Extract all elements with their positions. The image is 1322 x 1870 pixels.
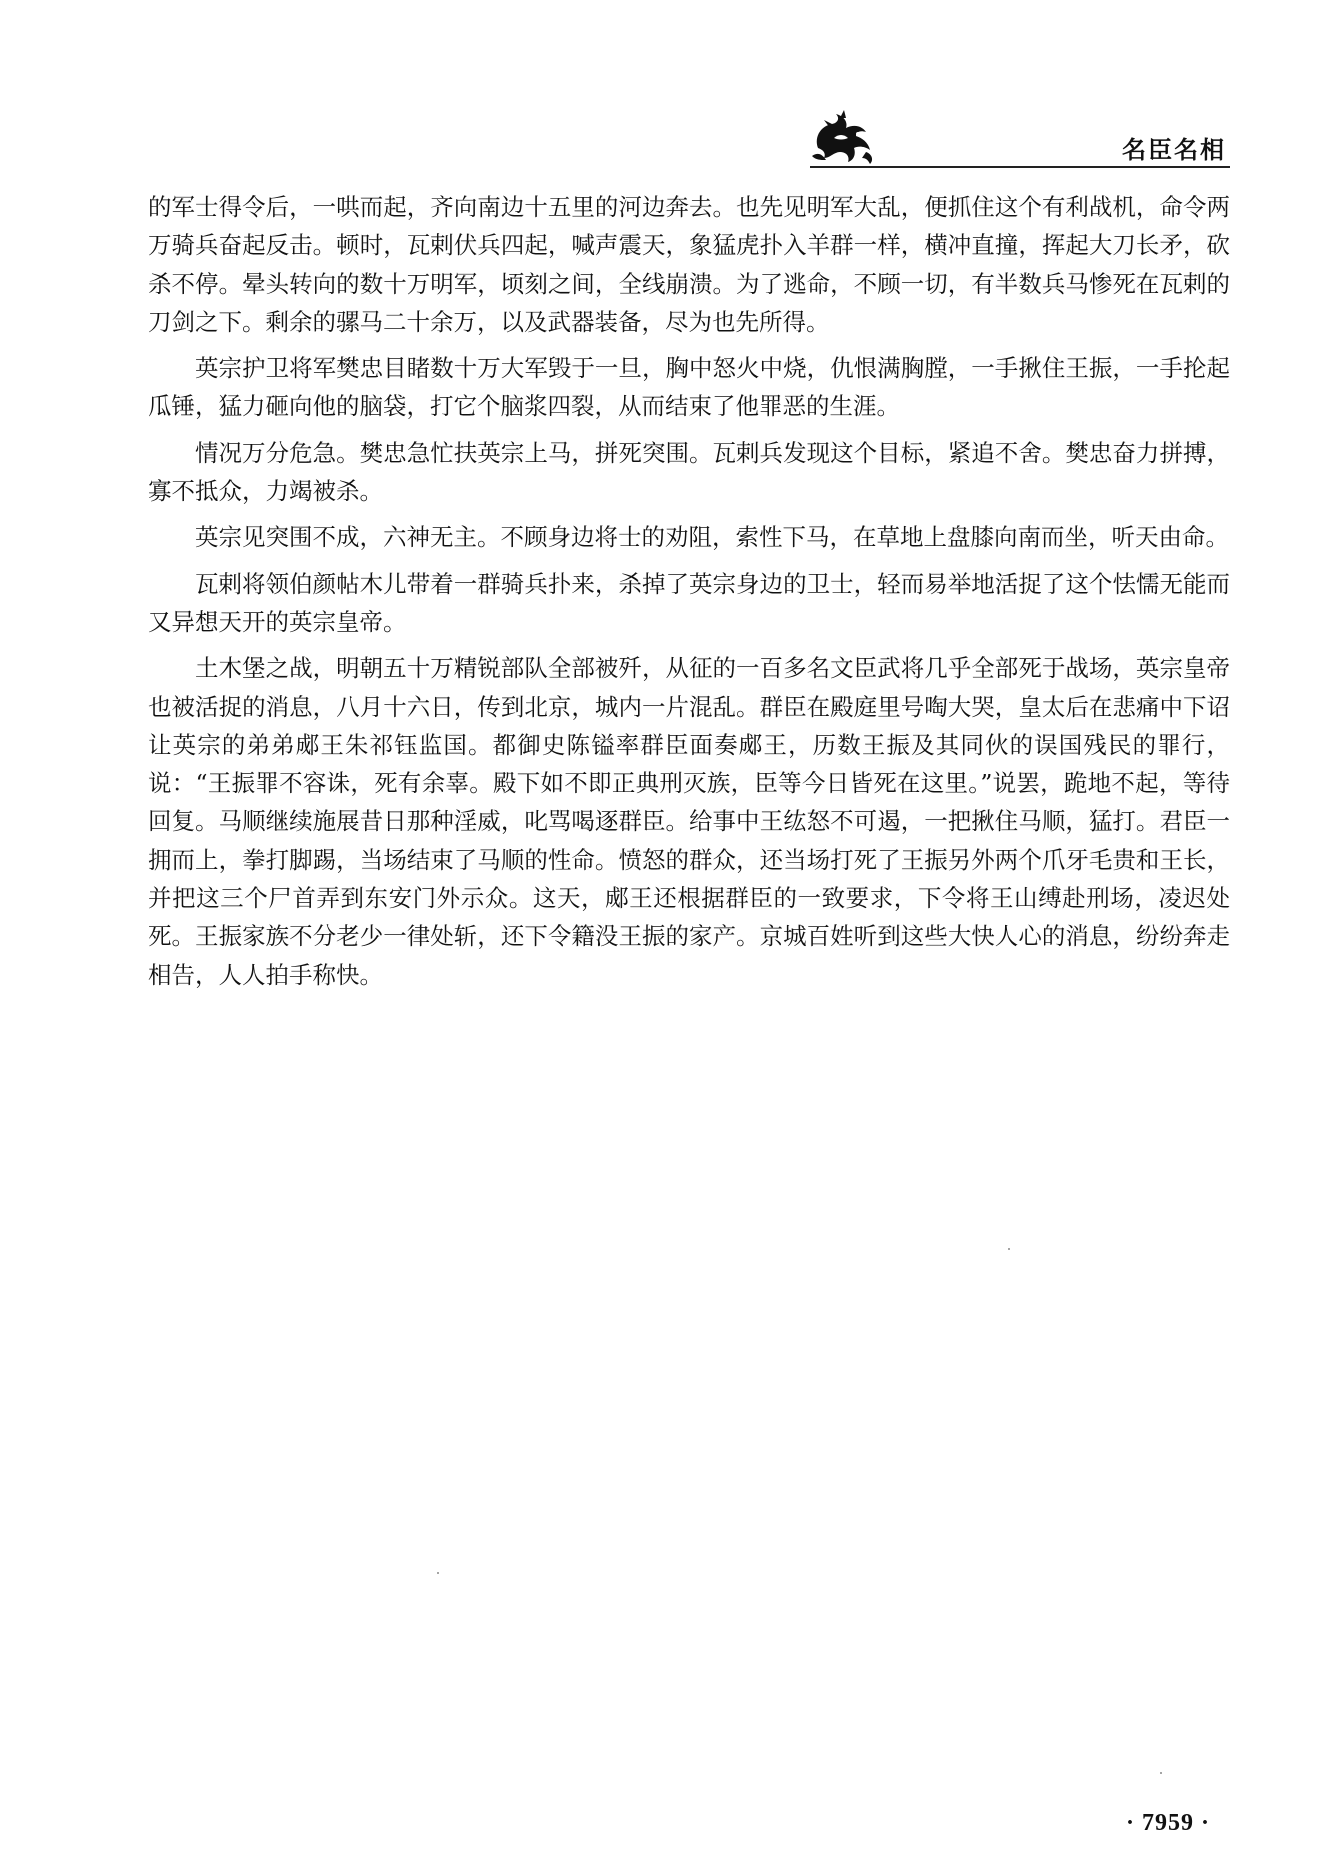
running-header — [810, 108, 1230, 168]
paragraph: 情况万分危急。樊忠急忙扶英宗上马，拼死突围。瓦剌兵发现这个目标，紧追不舍。樊忠奋力拼搏，寡不抵众，力竭被杀。 — [148, 438, 1230, 506]
scan-speck — [437, 1572, 439, 1574]
article-body — [148, 188, 1230, 994]
scan-speck — [1008, 1248, 1010, 1250]
page-number: · 7959 · — [1125, 1810, 1210, 1836]
paragraph: 土木堡之战，明朝五十万精锐部队全部被歼，从征的一百多名文臣武将几乎全部死于战场，英宗皇帝也被活捉的消息，八月十六日，传到北京，城内一片混乱。群臣在殿庭里号啕大哭，皇太后在悲痛中下诏让英宗的弟弟郕王朱祁钰监国。都御史陈镒率群臣面奏郕王，历数王振及其同伙的误国残民的罪行，说：“王振罪不容诛，死有余辜。殿下如不即正典刑灭族，臣等今日皆死在这里。”说罢，跪地不起，等待回复。马顺继续施展昔日那种淫威，叱骂喝逐群臣。给事中王纮怒不可遏，一把揪住马顺，猛打。君臣一拥而上，拳打脚踢，当场结束了马顺的性命。愤怒的群众，还当场打死了王振另外两个爪牙毛贵和王长，并把这三个尸首弄到东安门外示众。这天，郕王还根据群臣的一致要求，下令将王山缚赴刑场，凌迟处死。王振家族不分老少一律处斩，还下令籍没王振的家产。京城百姓听到这些大快人心的消息，纷纷奔走相告，人人拍手称快。 — [148, 654, 1230, 989]
section-title: 名臣名相 — [1122, 136, 1226, 164]
scan-speck — [1160, 1772, 1162, 1774]
paragraph: 瓦剌将领伯颜帖木儿带着一群骑兵扑来，杀掉了英宗身边的卫士，轻而易举地活捉了这个怯懦无能而又异想天开的英宗皇帝。 — [148, 569, 1230, 636]
header-rule — [810, 166, 1230, 168]
paragraph: 英宗见突围不成，六神无主。不顾身边将士的劝阻，索性下马，在草地上盘膝向南而坐，听天由命。 — [195, 523, 1229, 552]
paragraph: 英宗护卫将军樊忠目睹数十万大军毁于一旦，胸中怒火中烧，仇恨满胸膛，一手揪住王振，一手抡起瓜锤，猛力砸向他的脑袋，打它个脑浆四裂，从而结束了他罪恶的生涯。 — [148, 354, 1230, 421]
paragraph: 的军士得令后，一哄而起，齐向南边十五里的河边奔去。也先见明军大乱，便抓住这个有利战机，命令两万骑兵奋起反击。顿时，瓦剌伏兵四起，喊声震天，象猛虎扑入羊群一样，横冲直撞，挥起大刀长矛，砍杀不停。晕头转向的数十万明军，顷刻之间，全线崩溃。为了逃命，不顾一切，有半数兵马惨死在瓦剌的刀剑之下。剩余的骡马二十余万，以及武器装备，尽为也先所得。 — [148, 193, 1230, 336]
dragon-icon — [810, 108, 876, 166]
